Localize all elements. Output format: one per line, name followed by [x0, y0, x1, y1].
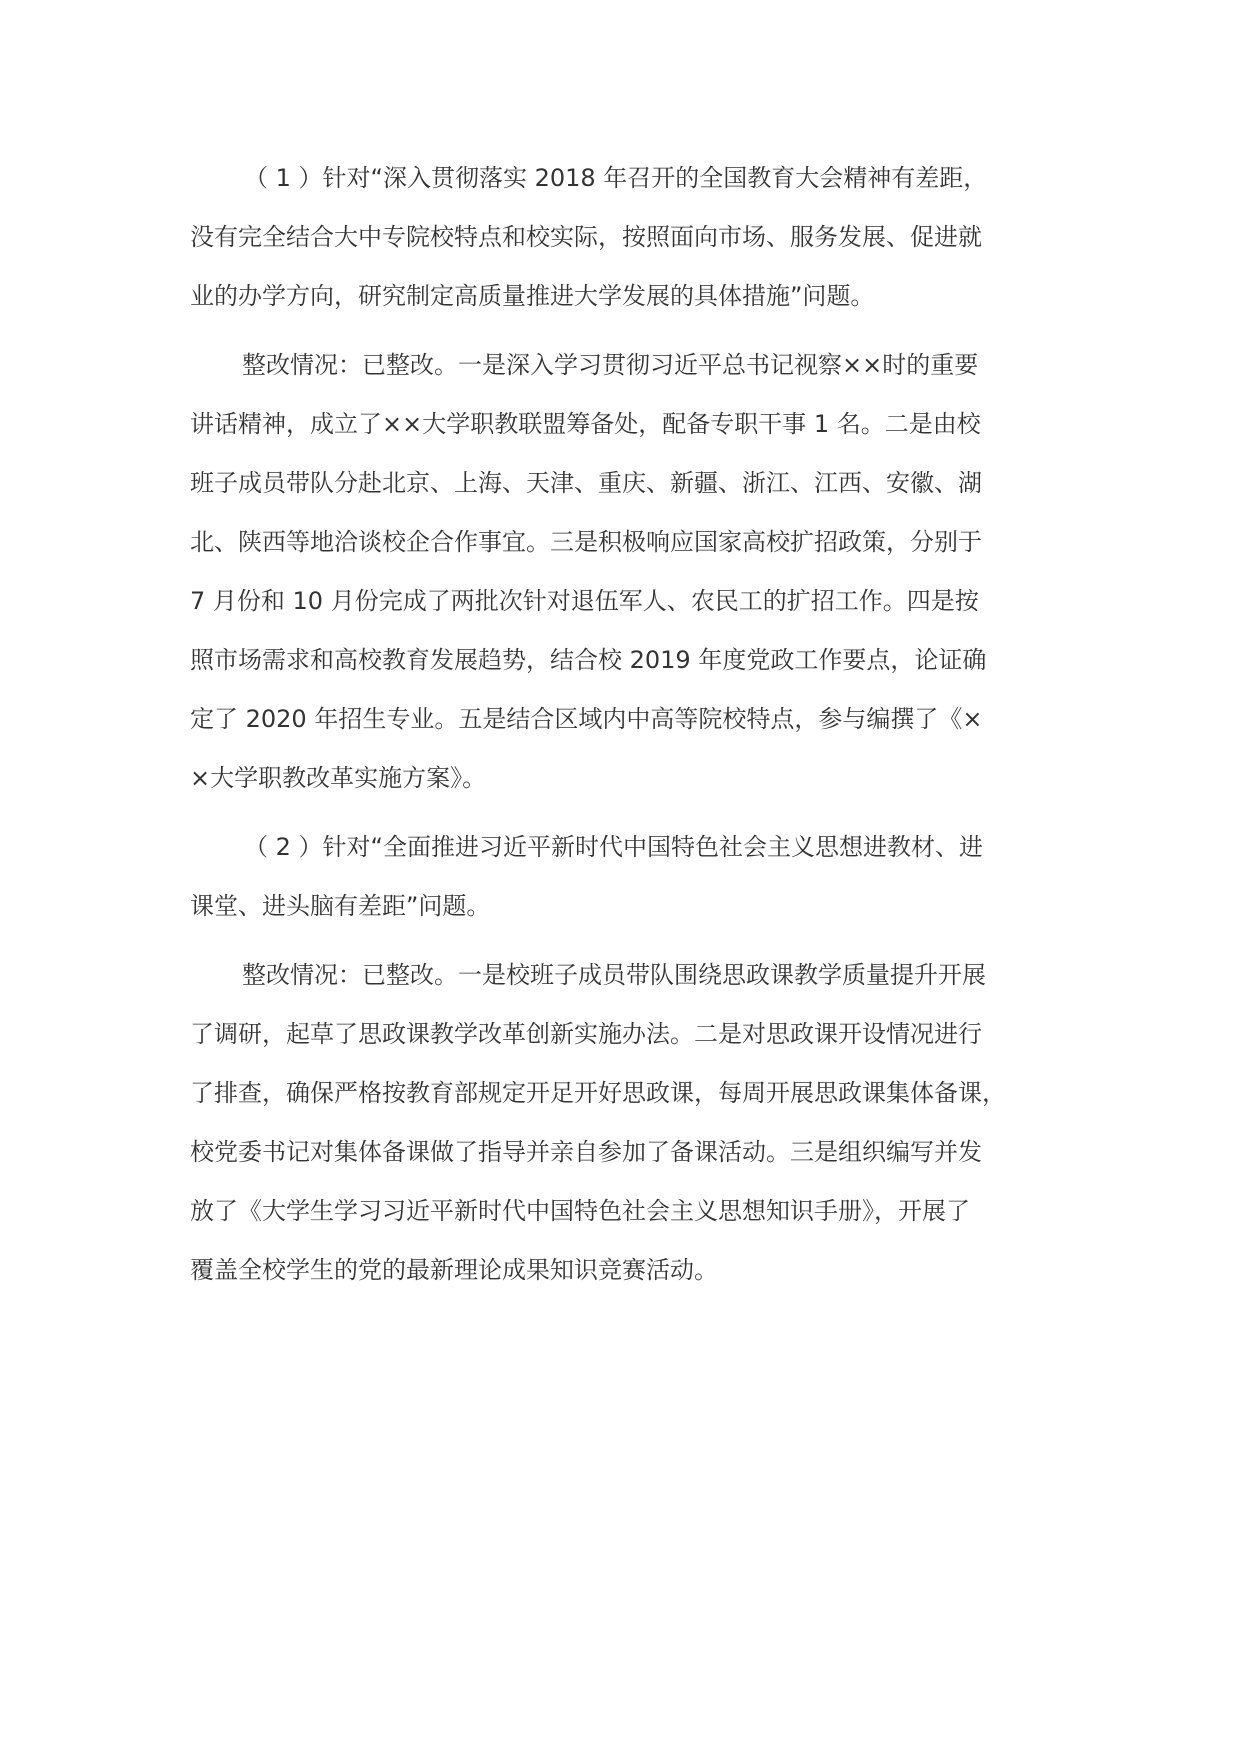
text-line: 覆盖全校学生的党的最新理论成果知识竞赛活动。 [190, 1256, 718, 1284]
text-line: 班子成员带队分赴北京、上海、天津、重庆、新疆、浙江、江西、安徽、湖 [190, 469, 982, 497]
text-line: 照市场需求和高校教育发展趋势，结合校 2019 年度党政工作要点，论证确 [190, 646, 987, 674]
text-line: 7 月份和 10 月份完成了两批次针对退伍军人、农民工的扩招工作。四是按 [190, 587, 979, 615]
text-line: 整改情况：已整改。一是校班子成员带队围绕思政课教学质量提升开展 [242, 961, 986, 989]
text-line: 没有完全结合大中专院校特点和校实际，按照面向市场、服务发展、促进就 [190, 223, 982, 251]
text-line: 了排查，确保严格按教育部规定开足开好思政课，每周开展思政课集体备课， [190, 1079, 1006, 1107]
text-line: （ 1 ）针对“深入贯彻落实 2018 年召开的全国教育大会精神有差距， [244, 164, 988, 192]
text-line: 整改情况：已整改。一是深入学习贯彻习近平总书记视察××时的重要 [242, 351, 979, 379]
text-line: （ 2 ）针对“全面推进习近平新时代中国特色社会主义思想进教材、进 [244, 833, 983, 861]
text-line: ×大学职教改革实施方案》。 [190, 764, 487, 792]
text-line: 了调研，起草了思政课教学改革创新实施办法。二是对思政课开设情况进行 [190, 1020, 982, 1048]
text-line: 课堂、进头脑有差距”问题。 [190, 892, 491, 920]
text-line: 放了《大学生学习习近平新时代中国特色社会主义思想知识手册》，开展了 [190, 1197, 970, 1225]
text-line: 北、陕西等地洽谈校企合作事宜。三是积极响应国家高校扩招政策，分别于 [190, 528, 982, 556]
text-line: 讲话精神，成立了××大学职教联盟筹备处，配备专职干事 1 名。二是由校 [190, 410, 981, 438]
text-line: 校党委书记对集体备课做了指导并亲自参加了备课活动。三是组织编写并发 [190, 1138, 982, 1166]
text-line: 业的办学方向，研究制定高质量推进大学发展的具体措施”问题。 [190, 282, 875, 310]
text-line: 定了 2020 年招生专业。五是结合区域内中高等院校特点，参与编撰了《× [190, 705, 983, 733]
